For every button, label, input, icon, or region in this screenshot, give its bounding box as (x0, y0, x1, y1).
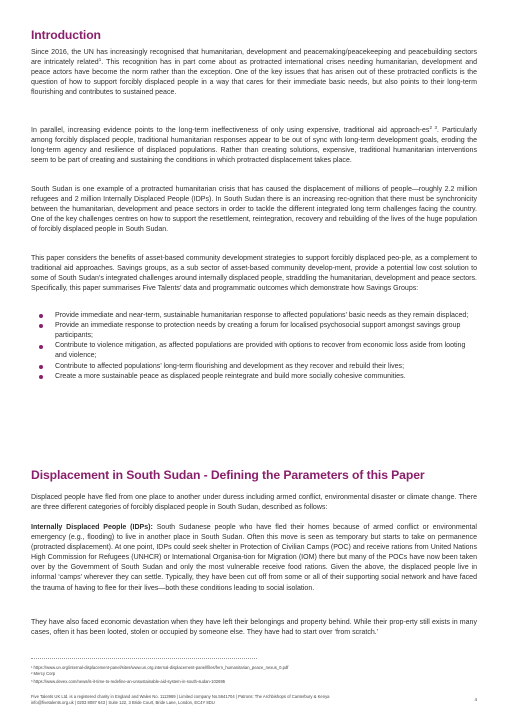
displacement-heading: Displacement in South Sudan - Defining the Parameters of this Paper (31, 468, 425, 482)
bullet-dot-icon (39, 365, 43, 369)
intro-paragraph-1-text-b: . This recognition has in part come about as protracted international crises needing humanitarian, development and peace actors have become the norm rather than the exception. One of the key issues that has arisen out of these protracted conflicts is the question of how to support forcibly displaced people in a way that cares for their immediate basic needs, but also points to their long-term flourishing and contributes to sustained peace. (31, 59, 477, 97)
savings-groups-bullet-list (31, 311, 477, 382)
bullet-dot-icon (39, 375, 43, 379)
footer-contact-info: info@fivetalents.org.uk | 0203 8087 643 | Suite 122, 3 Bride Court, Bride Lane, London, EC4Y 8DU (31, 700, 215, 705)
idp-label: Internally Displaced People (IDPs): (31, 524, 153, 531)
idp-text: South Sudanese people who have fled their homes because of armed conflict or environmental emergency (e.g., flooding) to live in another place in South Sudan. Often this move is seen as temporary but starts to take on permanence (protracted displacement). At one point, IDPs could seek shelter in Protection of Civilian Camps (POC) and receive rations from United Nations High Commission for Refugees (UNHCR) or International Organisa-tion for Migration (IOM) there but many of the POCs have now been taken over by the Government of South Sudan and only the most vulnerable receive food rations. Given the above, the displaced people live in informal ‘camps’ wherever they can settle. Typically, they have been cut off from some or all of their supporting social network and have faced the trauma of having to flee for their lives—both these conditions leading to social isolation. (31, 524, 477, 592)
bullet-text: Provide immediate and near-term, sustainable humanitarian response to affected populations’ basic needs as they remain displaced; (55, 312, 469, 319)
displacement-paragraph-1: Displaced people have fled from one place to another under duress including armed conflict, environmental disaster or climate change. There are three different categories of forcibly displaced people in South Sudan, described as follows: (31, 494, 477, 512)
bullet-text: Provide an immediate response to protection needs by creating a forum for localised psychosocial support amongst savings group participants; (55, 322, 461, 340)
bullet-item (31, 311, 477, 321)
introduction-heading: Introduction (31, 28, 101, 42)
footnote-2: ² Mercy Corp (31, 671, 56, 676)
intro-paragraph-2-text-b: . Particularly among forcibly displaced people, traditional humanitarian responses appear to be out of sync with long-term development goals, eroding the long-term agency and resilience of displaced populations. Rather than creating solutions, expensive, traditional humanitarian interventions seem to be part of creating and sustaining the conditions in which protracted displacement takes place. (31, 127, 478, 165)
intro-paragraph-1-text-a: Since 2016, the UN has increasingly recognised that humanitarian, development and peacemaking/peacekeeping and peacebuilding sectors are intricately related (31, 49, 477, 67)
footnote-ref-1: 1 (98, 57, 102, 63)
bullet-text: Contribute to violence mitigation, as affected populations are provided with options to recover from economic loss aside from looting and violence; (55, 342, 466, 360)
bullet-dot-icon (39, 345, 43, 349)
idp-paragraph (31, 523, 477, 594)
intro-paragraph-1 (31, 48, 477, 98)
intro-paragraph-4: This paper considers the benefits of asset-based community development strategies to support forcibly displaced peo-ple, as a complement to traditional aid approaches. Savings groups, as a sub sector of asset-based community develop-ment, provide a potential low cost solution to some of South Sudan’s integrated challenges around internally displaced people, straddling the humanitarian, development and peace sectors. Specifically, this paper summarises Five Talents’ data and programmatic outcomes which demonstrate how Savings Groups: (31, 255, 477, 293)
intro-paragraph-2-text-a: In parallel, increasing evidence points to the long-term ineffectiveness of only using expensive, traditional aid approach-es (31, 127, 430, 134)
page-number: 4 (474, 697, 477, 702)
footnote-3: ³ https://www.devex.com/news/is-it-time-to-redefine-an-unsustainable-aid-system-in-south-sudan-102695 (31, 679, 226, 684)
document-page (31, 0, 477, 714)
intro-paragraph-2 (31, 126, 477, 166)
footer-charity-info: Five Talents UK Ltd. is a registered charity in England and Wales No. 1113969 | Limited company No.5641704 | Patrons: The Archbishops of Canterbury & Kenya (31, 694, 330, 699)
bullet-dot-icon (39, 324, 43, 328)
displacement-paragraph-3: They have also faced economic devastation when they have left their belongings and property behind. While their prop-erty still exists in many cases, often it has been looted, stolen or occupied by someone else. They have had to start over ‘from scratch.’ (31, 619, 477, 637)
bullet-item (31, 321, 477, 341)
bullet-item (31, 372, 477, 382)
footnote-1: ¹ https://www.un.org/internal-displacement-panel/sites/www.un.org.internal-displacement-panel/files/fern_humanitarian_peace_nexus_0.pdf (31, 665, 289, 670)
intro-paragraph-3: South Sudan is one example of a protracted humanitarian crisis that has caused the displacement of millions of people—roughly 2.2 million refugees and 2 million Internally Displaced People (IDPs). In South Sudan there is an increasing rec-ognition that there must be synchronicity between the humanitarian, development and peace sectors in order to tackle the different integrated long term challenges facing the country. One of the key challenges centres on how to support the resettlement, reintegration, recovery and rebuilding of the lives of the huge population of forcibly displaced people in South Sudan. (31, 186, 477, 234)
bullet-item (31, 362, 477, 372)
footnote-ref-2-3: 2 3 (429, 125, 437, 130)
bullet-text: Create a more sustainable peace as displaced people reintegrate and build more socially cohesive communities. (55, 372, 406, 380)
bullet-dot-icon (39, 314, 43, 318)
bullet-item (31, 341, 477, 361)
footnote-divider (31, 658, 257, 659)
bullet-text: Contribute to affected populations’ long-term flourishing and development as they recover and rebuild their lives; (55, 362, 405, 370)
